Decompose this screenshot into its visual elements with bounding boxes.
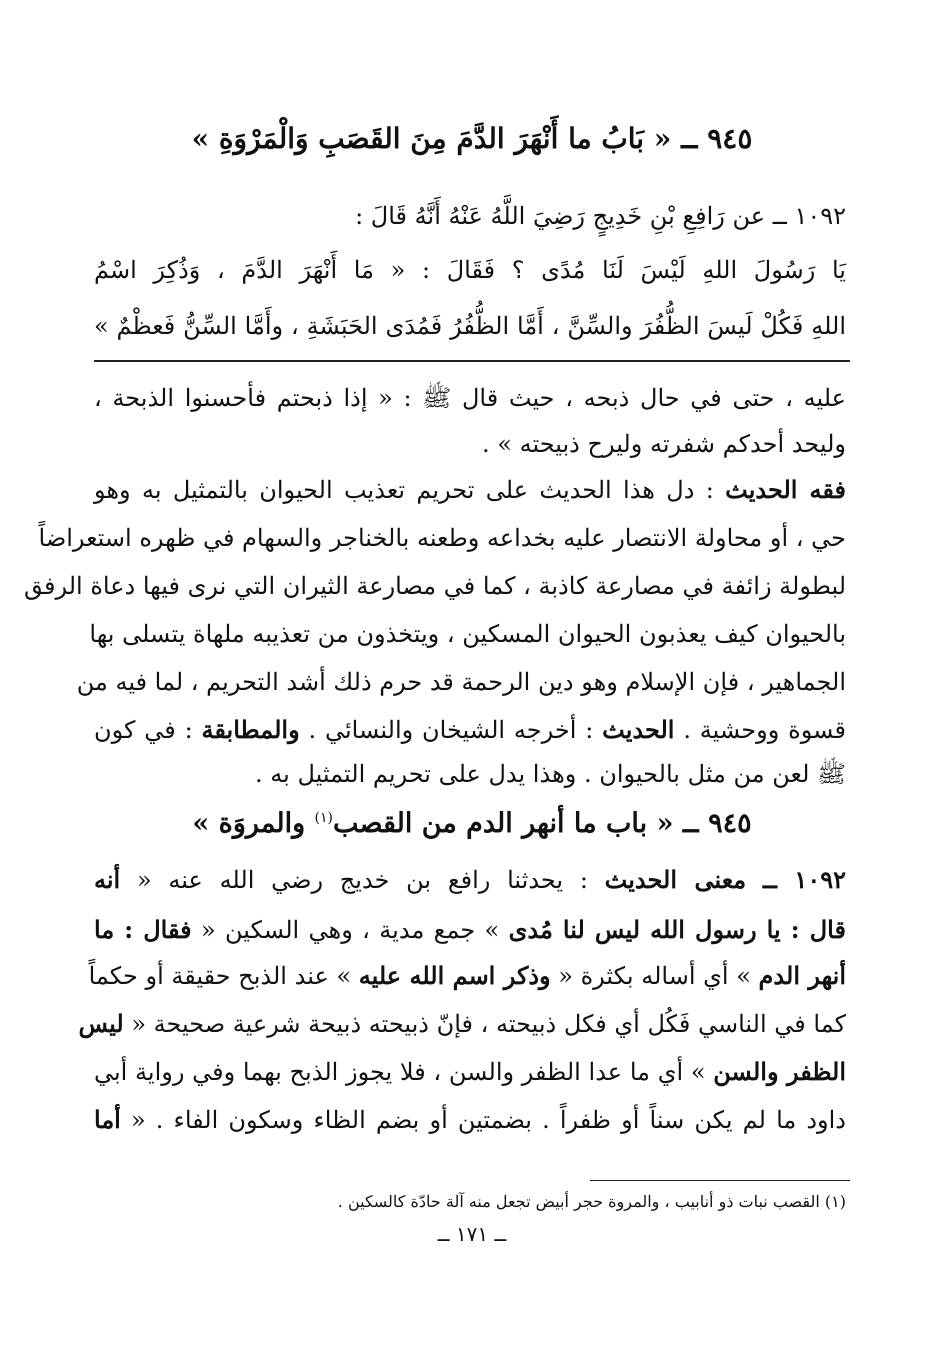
meaning-bold: ليس	[78, 1009, 124, 1038]
chapter-heading: ٩٤٥ ــ « بَابُ ما أَنْهَرَ الدَّمَ مِنَ القَصَبِ وَالْمَرْوَةِ »	[191, 122, 753, 155]
fiqh-line-3: لبطولة زائفة في مصارعة كاذبة ، كما في مصارعة الثيران التي نرى فيها دعاة الرفق	[24, 572, 846, 600]
section-heading-text: ٩٤٥ ــ « باب ما أنهر الدم من القصب	[333, 808, 752, 839]
meaning-text: » جمع مدية ، وهي السكين «	[200, 916, 500, 944]
meaning-line-6	[94, 1100, 846, 1140]
meaning-bold: أما	[94, 1105, 121, 1134]
fiqh-line-7: ﷺ لعن من مثل بالحيوان . وهذا يدل على تحريم التمثيل به .	[255, 760, 846, 788]
fiqh-line-6	[94, 710, 846, 750]
meaning-line-3	[88, 956, 846, 996]
hadith-line-3: اللهِ فَكُلْ لَيسَ الظُّفُرَ والسِّنَّ ، أَمَّا الظُّفُرُ فَمُدَى الحَبَشَةِ ، وأَمَّا السِّنُّ فَعظْمٌ »	[94, 312, 846, 340]
match-label: والمطابقة	[201, 715, 300, 744]
fiqh-line-5: الجماهير ، فإن الإسلام وهو دين الرحمة قد حرم ذلك أشد التحريم ، لما فيه من	[76, 668, 846, 696]
meaning-line-5	[94, 1052, 846, 1092]
meaning-number: ١٠٩٢ ــ	[762, 865, 846, 894]
fiqh-label: فقه الحديث	[725, 475, 846, 504]
section-heading-end: والمروَة »	[192, 808, 306, 839]
hadith-line-2: يَا رَسُولَ اللهِ لَيْسَ لَنَا مُدًى ؟ فَقَالَ : « مَا أَنْهَرَ الدَّمَ ، وَذُكِرَ اسْمُ	[94, 256, 846, 284]
hadith-source-label: الحديث	[602, 715, 675, 744]
footnote-rule	[590, 1180, 850, 1181]
fiqh-text: : دل هذا الحديث على تحريم تعذيب الحيوان بالتمثيل به وهو	[94, 476, 714, 504]
meaning-text: » أي أساله بكثرة «	[558, 962, 751, 990]
match-text: : في كون	[94, 716, 193, 744]
meaning-label: معنى الحديث	[604, 865, 747, 894]
footnote-marker: (١)	[314, 810, 334, 826]
meaning-text: » عند الذبح حقيقة أو حكماً	[88, 962, 352, 990]
meaning-line-4	[78, 1004, 846, 1044]
section-heading	[160, 808, 784, 839]
meaning-line-2	[94, 910, 846, 950]
meaning-text: كما في الناسي فَكُل أي فكل ذبيحته ، فإنّ ذبيحته ذبيحة شرعية صحيحة «	[131, 1010, 846, 1038]
fiqh-line-1	[94, 470, 846, 510]
meaning-text: : يحدثنا رافع بن خديج رضي الله عنه «	[136, 866, 588, 894]
meaning-text: داود ما لم يكن سناً أو ظفراً . بضمتين أو بضم الظاء وسكون الفاء . «	[130, 1106, 846, 1134]
meaning-bold: قال : يا رسول الله ليس لنا مُدى	[508, 915, 846, 944]
fiqh-line-2: حي ، أو محاولة الانتصار عليه بخداعه وطعنه بالخناجر والسهام في ظهره استعراضاً	[38, 524, 846, 552]
commentary-line-2: وليحد أحدكم شفرته وليرح ذبيحته » .	[482, 430, 846, 458]
meaning-line-1	[94, 860, 846, 900]
commentary-line-1: عليه ، حتى في حال ذبحه ، حيث قال ﷺ : « إذا ذبحتم فأحسنوا الذبحة ،	[94, 384, 846, 412]
meaning-bold: فقال : ما	[94, 915, 192, 944]
separator-rule	[94, 360, 850, 362]
meaning-text: » أي ما عدا الظفر والسن ، فلا يجوز الذبح بهما وفي رواية أبي	[94, 1058, 706, 1086]
hadith-source-text: : أخرجه الشيخان والنسائي .	[308, 716, 594, 744]
meaning-bold: الظفر والسن	[713, 1057, 847, 1086]
fiqh-line-4: بالحيوان كيف يعذبون الحيوان المسكين ، ويتخذون من تعذيبه ملهاة يتسلى بها	[89, 620, 846, 648]
meaning-bold: وذكر اسم الله عليه	[358, 961, 551, 990]
meaning-bold: أنه	[94, 865, 121, 894]
meaning-bold: أنهر الدم	[758, 961, 846, 990]
footnote: (١) القصب نبات ذو أنابيب ، والمروة حجر أبيض تجعل منه آلة حادّة كالسكين .	[337, 1192, 846, 1211]
fiqh-line6-start: قسوة ووحشية .	[683, 716, 846, 744]
hadith-line-1: ١٠٩٢ ــ عن رَافِعِ بْنِ خَدِيجٍ رَضِيَ اللَّهُ عَنْهُ أَنَّهُ قَالَ :	[355, 202, 846, 230]
page-number: ــ ١٧١ ــ	[437, 1222, 507, 1246]
